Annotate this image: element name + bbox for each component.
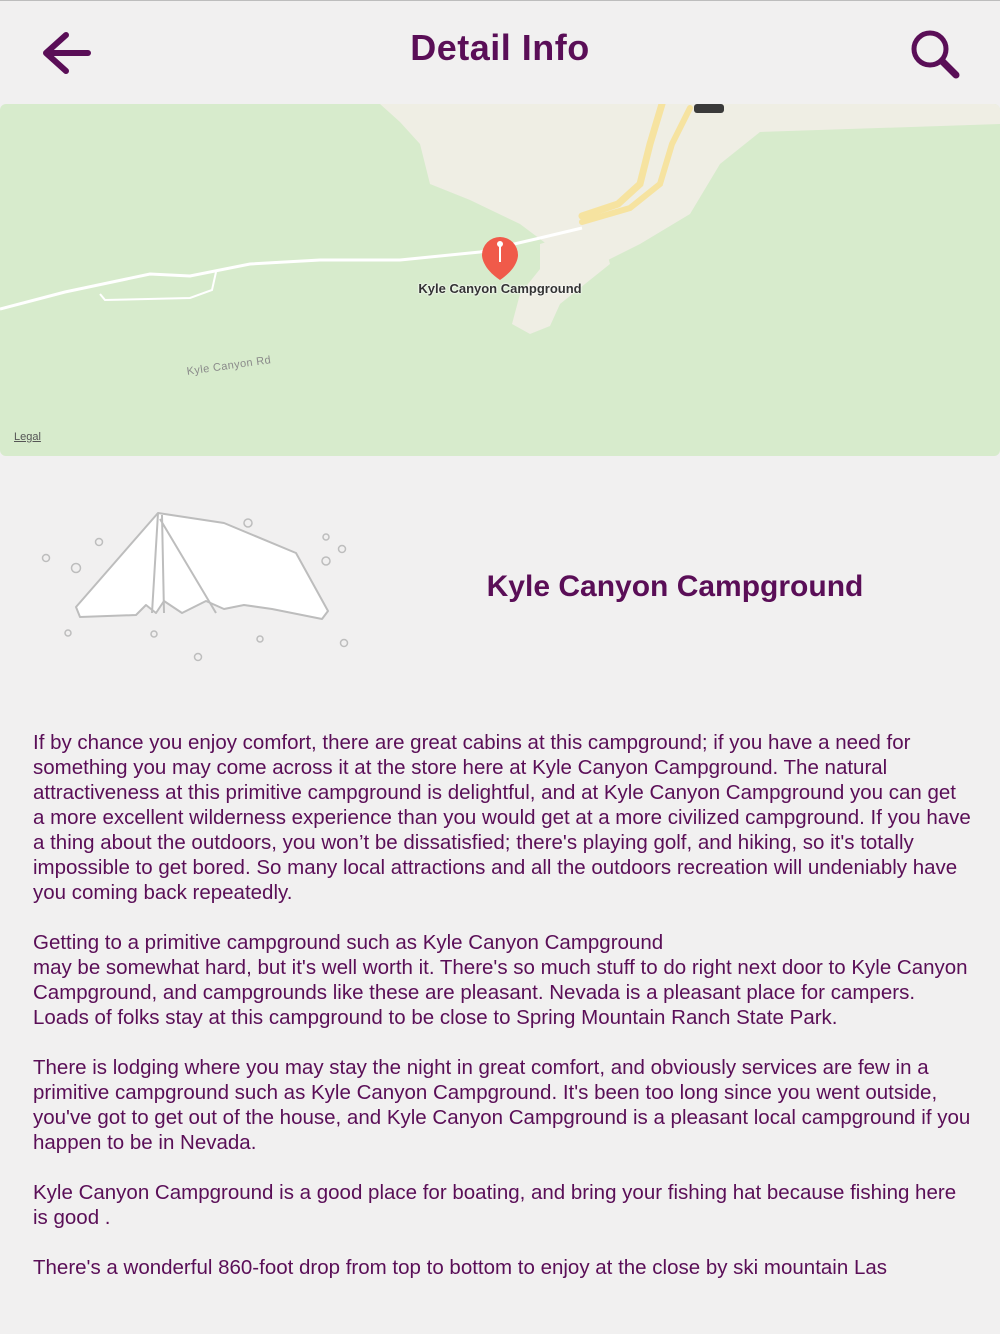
description-text	[33, 730, 973, 1305]
place-label: Kyle Canyon Campground	[418, 281, 582, 296]
map-pin-icon[interactable]	[482, 237, 518, 280]
tent-icon	[36, 505, 356, 670]
search-icon	[906, 27, 966, 83]
map-view[interactable]	[0, 104, 1000, 456]
search-button[interactable]	[906, 27, 966, 83]
page-title: Detail Info	[410, 27, 590, 68]
map-canvas	[0, 104, 1000, 456]
description-paragraph: There is lodging where you may stay the night in great comfort, and obviously services are few in a primitive campground such as Kyle Canyon Campground. It's been too long since you went outside, you've got to get out of the house, and Kyle Canyon Campground is a pleasant local campground if you happen to be in Nevada.	[33, 1056, 971, 1154]
navigation-bar	[0, 0, 1000, 104]
campground-title: Kyle Canyon Campground	[486, 570, 864, 603]
description-paragraph: There's a wonderful 860-foot drop from top to bottom to enjoy at the close by ski mountain Las	[33, 1256, 887, 1279]
description-paragraph: Getting to a primitive campground such as Kyle Canyon Campground may be somewhat hard, but it's well worth it. There's so much stuff to do right next door to Kyle Canyon Campground, and campgrounds like these are pleasant. Nevada is a pleasant place for campers. Loads of folks stay at this campground to be close to Spring Mountain Ranch State Park.	[33, 931, 968, 1029]
description-paragraph: Kyle Canyon Campground is a good place for boating, and bring your fishing hat because fishing here is good .	[33, 1181, 957, 1229]
description-paragraph: If by chance you enjoy comfort, there are great cabins at this campground; if you have a need for something you may come across it at the store here at Kyle Canyon Campground. The natural attractiveness at this primitive campground is delightful, and at Kyle Canyon Campground you can get a more excellent wilderness experience than you would get at a more civilized campground. If you have a thing about the outdoors, you won’t be dissatisfied; there's playing golf, and hiking, so it's totally impossible to get bored. So many local attractions and all the outdoors recreation will undeniably have you coming back repeatedly.	[33, 731, 971, 904]
road-label: Kyle Canyon Rd	[186, 354, 272, 378]
legal-link[interactable]: Legal	[14, 431, 41, 443]
